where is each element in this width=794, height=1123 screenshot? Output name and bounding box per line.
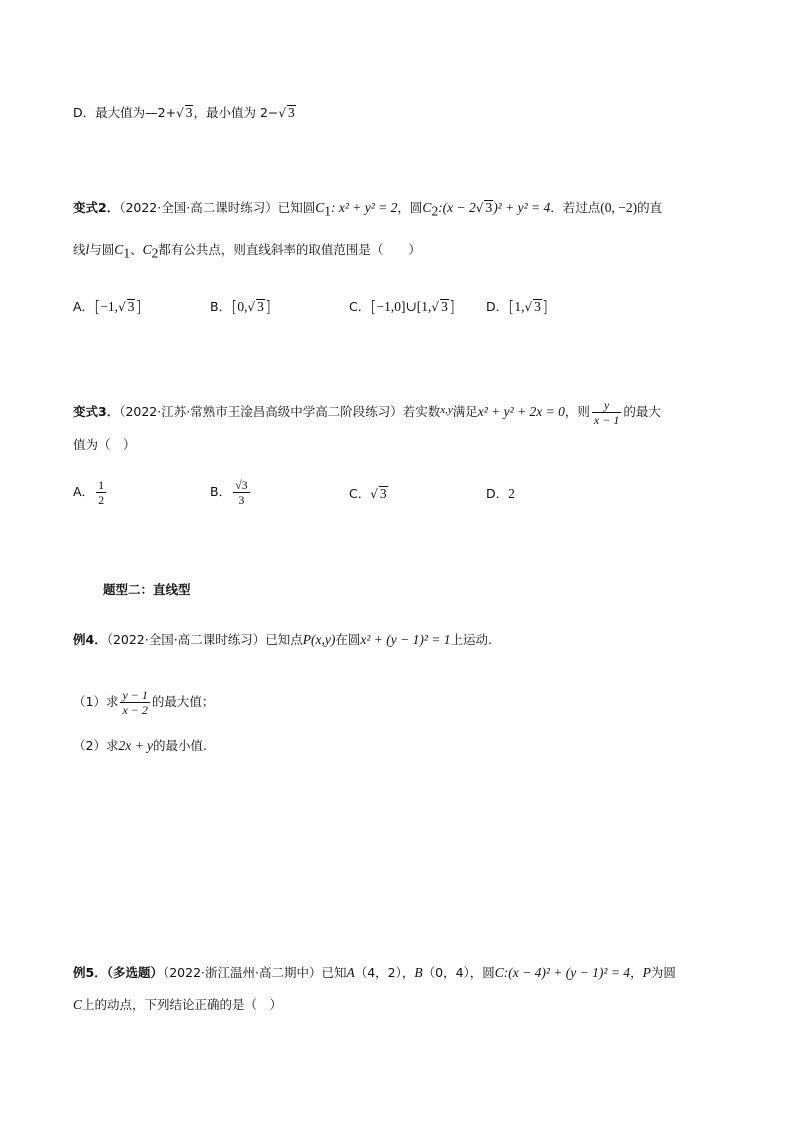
variant-heading: 变式3． (73, 404, 120, 419)
v2-option-b (210, 297, 271, 316)
option-value: −1,0]∪[1, (376, 299, 432, 314)
question-label: （1）求 (73, 694, 119, 709)
sqrt-value: 3 (127, 299, 135, 314)
connector-text: 满足 (452, 404, 478, 419)
expression: 2x + y (118, 738, 154, 753)
sqrt-value: 3 (441, 299, 448, 314)
connector-text: 在圆 (335, 632, 361, 647)
point-b: B (414, 965, 423, 980)
bracket: [ (94, 297, 101, 316)
variant2-line2 (73, 240, 421, 264)
variant3-line2 (73, 435, 136, 456)
subscript: 2 (151, 245, 159, 261)
connector-text: 为圆 (650, 965, 676, 980)
example4-line1 (73, 630, 492, 651)
coord-text: （0，4），圆 (422, 965, 495, 980)
bracket: ] (264, 297, 272, 316)
sqrt-value: 3 (485, 200, 493, 215)
text: 都有公共点，则直线斜率的取值范围是（ ） (158, 242, 421, 257)
variables: x,y (440, 404, 453, 416)
example4-q2 (73, 736, 207, 757)
bracket: [ (231, 297, 238, 316)
source-text: （2022·全国·高二课时练习）已知点 (106, 632, 303, 647)
option-label: D． (486, 486, 509, 501)
bracket: [ (370, 297, 377, 316)
option-value: 2 (508, 486, 515, 501)
option-value: 0, (237, 299, 248, 314)
circle-c1-equation: : x² + y² = 2 (330, 200, 398, 215)
fraction-numerator: y (592, 398, 621, 413)
circle-c2-eq-a: :(x − 2 (438, 200, 476, 215)
option-label: B． (210, 484, 232, 499)
text: 值为（ ） (73, 437, 136, 452)
fraction-denominator: x − 1 (593, 413, 620, 427)
option-value: 1, (514, 299, 525, 314)
section-title: 题型二：直线型 (103, 582, 191, 597)
sqrt-value: 3 (288, 105, 295, 120)
option-text: 最大值为—2+ (95, 105, 177, 120)
sqrt-value: 3 (534, 299, 541, 314)
text: 、 (130, 242, 143, 257)
sqrt-sign: √ (370, 487, 378, 501)
point-p: P(x,y) (302, 632, 336, 647)
bracket: ] (541, 297, 549, 316)
question-label: （2）求 (73, 738, 119, 753)
connector-text: 的直 (637, 200, 663, 215)
fraction (592, 398, 621, 427)
v2-option-d (486, 297, 548, 316)
fraction-numerator: y − 1 (122, 688, 148, 702)
sqrt-sign: √ (475, 201, 484, 215)
fraction-numerator: 1 (98, 478, 105, 492)
option-value: −1, (100, 299, 119, 314)
sqrt-value: 3 (185, 105, 193, 120)
fraction-denominator: x − 2 (122, 703, 148, 717)
circle-equation: C:(x − 4)² + (y − 1)² = 4 (494, 965, 631, 980)
sqrt-value: 3 (379, 486, 387, 501)
source-text: （2022·全国·高二课时练习）已知圆 (119, 200, 316, 215)
line-l: l (85, 242, 90, 257)
sqrt-value: 3 (257, 299, 264, 314)
example-heading: 例5． (73, 965, 107, 980)
fraction (233, 478, 250, 507)
subscript: 2 (431, 203, 439, 219)
connector-text: 上运动. (450, 632, 492, 647)
circle-c2-eq-b: )² + y² = 4 (493, 200, 551, 215)
option-label: D． (73, 105, 96, 120)
bracket: ] (135, 297, 142, 316)
option-label: B． (210, 299, 232, 314)
connector-text: ，圆 (397, 200, 423, 215)
circle-c2-label: C (422, 200, 432, 215)
c2-ref: C (142, 242, 152, 257)
option-text: ，最小值为 2− (193, 105, 279, 120)
variant2-line1 (73, 198, 662, 222)
fraction (120, 688, 149, 717)
option-label: C． (349, 299, 371, 314)
example5-line1 (73, 963, 676, 984)
subscript: 1 (123, 245, 131, 261)
point-a: A (346, 965, 355, 980)
sqrt-sign: √ (247, 300, 256, 314)
option-label: A． (73, 299, 95, 314)
example5-line2 (73, 995, 282, 1016)
sqrt-sign: √ (524, 300, 533, 314)
sqrt-sign: √ (278, 106, 287, 120)
connector-text: ．若过点 (550, 200, 601, 215)
connector-text: ， (630, 965, 643, 980)
question-tail: 的最大值； (151, 694, 215, 709)
point-coordinates: (0, −2) (600, 200, 638, 215)
text: 上的动点，下列结论正确的是（ ） (82, 997, 283, 1012)
multi-select-tag: （多选题） (106, 965, 163, 980)
v2-option-a (73, 297, 142, 316)
connector-text: ，则 (564, 404, 590, 419)
source-text: （2022·江苏·常熟市王淦昌高级中学高二阶段练习）若实数 (119, 404, 441, 419)
fraction-denominator: 3 (238, 493, 245, 507)
text: 与圆 (89, 242, 115, 257)
option-label: A． (73, 484, 95, 499)
sqrt-sign: √ (176, 106, 184, 120)
option-label: C． (349, 486, 371, 501)
option-label: D． (486, 299, 509, 314)
v2-option-c (349, 297, 455, 316)
v3-option-a (73, 478, 108, 507)
v3-option-b (210, 478, 252, 507)
v3-option-c (349, 484, 388, 502)
bracket: [ (508, 297, 515, 316)
section-heading (103, 580, 191, 601)
equation: x² + (y − 1)² = 1 (360, 632, 451, 647)
circle-c: C (73, 997, 83, 1012)
fraction-denominator: 2 (98, 493, 105, 507)
fraction (96, 478, 106, 507)
question-tail: 的最小值. (153, 738, 208, 753)
subscript: 1 (324, 203, 331, 219)
variant3-line1 (73, 398, 661, 427)
coord-text: （4，2）， (354, 965, 415, 980)
connector-text: 的最大 (623, 404, 661, 419)
variant-heading: 变式2． (73, 200, 120, 215)
example4-q1 (73, 688, 214, 717)
point-p: P (642, 965, 651, 980)
sqrt-sign: √ (431, 300, 440, 314)
source-text: （2022·浙江温州·高二期中）已知 (162, 965, 347, 980)
equation: x² + y² + 2x = 0 (477, 404, 565, 419)
fraction-numerator: √3 (235, 478, 248, 492)
bracket: ] (448, 297, 456, 316)
v3-option-d (486, 484, 515, 502)
example-heading: 例4． (73, 632, 107, 647)
prev-option-d (73, 103, 296, 124)
text: 线 (73, 242, 86, 257)
c1-ref: C (114, 242, 124, 257)
sqrt-sign: √ (118, 300, 126, 314)
circle-c1-label: C (315, 200, 325, 215)
